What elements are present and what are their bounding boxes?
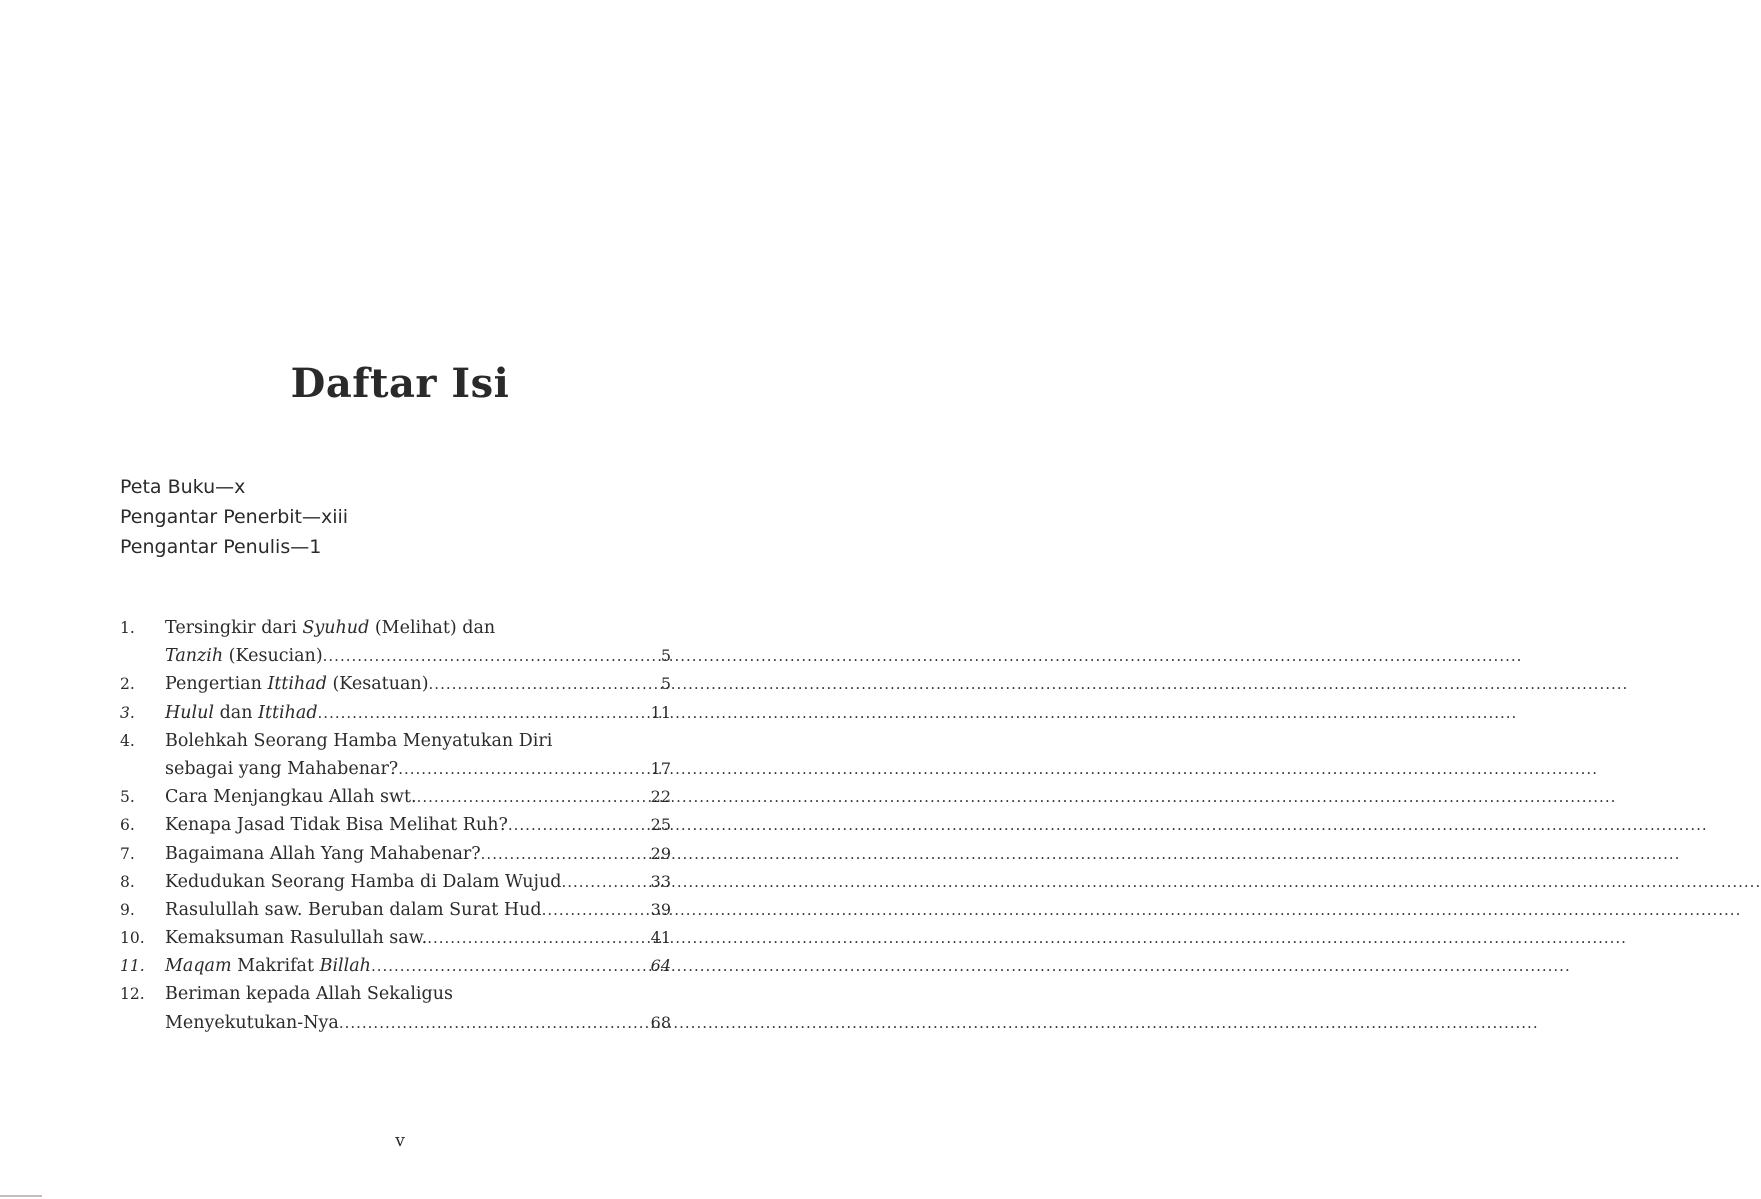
toc-entry-3 [120, 699, 671, 727]
toc-entry-title: Bagaimana Allah Yang Mahabenar? [165, 843, 481, 864]
toc-page-number: 41 [650, 928, 671, 948]
dot-leader [417, 783, 650, 811]
toc-entry-6 [120, 811, 671, 839]
toc-entry-5 [120, 783, 671, 811]
book-page [0, 0, 800, 1199]
front-matter-list [120, 472, 348, 562]
toc-entry-title: Bolehkah Seorang Hamba Menyatukan Diri [165, 730, 553, 751]
toc-entry-number: 12. [120, 985, 145, 1004]
toc-entry-title: Maqam Makrifat Billah [165, 956, 371, 977]
toc-entry-title: Tanzih (Kesucian) [165, 646, 323, 667]
toc-entry-12-continued [120, 1009, 671, 1037]
toc-entry-number: 6. [120, 816, 135, 835]
toc-entry-title: Beriman kepada Allah Sekaligus [165, 984, 453, 1005]
toc-entry-title: Kedudukan Seorang Hamba di Dalam Wujud [165, 871, 562, 892]
toc-entry-number: 3. [120, 703, 135, 722]
toc-entry-number: 8. [120, 872, 135, 891]
front-matter-item: Pengantar Penulis—1 [120, 536, 322, 558]
toc-entry-title: Kenapa Jasad Tidak Bisa Melihat Ruh? [165, 815, 508, 836]
toc-entry-number: 1. [120, 619, 135, 637]
toc-entry-1-continued [120, 642, 671, 670]
page-title: Daftar Isi [290, 360, 510, 407]
toc-page-number: 68 [650, 1012, 671, 1032]
toc-entry-title: Kemaksuman Rasulullah saw. [165, 928, 428, 949]
dot-leader [339, 1009, 650, 1037]
toc-page-number: 39 [650, 899, 671, 919]
toc-entry-number: 4. [120, 731, 135, 750]
toc-entry-title: Tersingkir dari Syuhud (Melihat) dan [165, 618, 496, 638]
toc-entry-number: 11. [120, 957, 145, 976]
toc-entry-12 [120, 980, 671, 1008]
toc-page-number: 33 [650, 871, 671, 891]
toc-page-number: 11 [650, 702, 671, 722]
toc-entry-1 [120, 614, 671, 642]
toc-entry-2 [120, 670, 671, 698]
toc-entry-11 [120, 952, 671, 980]
toc-entry-number: 2. [120, 675, 135, 694]
toc-page-number: 5 [660, 674, 671, 694]
dot-leader [542, 896, 650, 924]
toc-entry-8 [120, 868, 671, 896]
toc-entry-title: Rasulullah saw. Beruban dalam Surat Hud [165, 899, 542, 920]
toc-page-number: 29 [650, 843, 671, 863]
toc-entry-title: sebagai yang Mahabenar? [165, 758, 399, 779]
toc-entry-number: 10. [120, 929, 145, 948]
page-folio: v [395, 1131, 405, 1151]
toc-page-number: 5 [660, 646, 671, 666]
toc-page-number: 64 [650, 956, 671, 976]
dot-leader [398, 755, 649, 783]
toc-entry-7 [120, 840, 671, 868]
table-of-contents [120, 614, 671, 1037]
toc-entry-number: 9. [120, 900, 135, 919]
dot-leader [427, 924, 649, 952]
dot-leader [481, 840, 650, 868]
dot-leader [323, 642, 660, 670]
toc-entry-4-continued [120, 755, 671, 783]
toc-entry-title: Cara Menjangkau Allah swt. [165, 787, 417, 808]
toc-page-number: 25 [650, 815, 671, 835]
toc-entry-10 [120, 924, 671, 952]
toc-entry-title: Menyekutukan-Nya [165, 1012, 339, 1033]
front-matter-item: Peta Buku—x [120, 476, 246, 498]
front-matter-item: Pengantar Penerbit—xiii [120, 506, 349, 528]
dot-leader [371, 952, 650, 980]
toc-entry-number: 7. [120, 844, 135, 863]
dot-leader [561, 868, 649, 896]
dot-leader [508, 811, 650, 839]
toc-entry-9 [120, 896, 671, 924]
toc-entry-number: 5. [120, 788, 135, 807]
toc-page-number: 22 [650, 787, 671, 807]
toc-entry-title: Pengertian Ittihad (Kesatuan) [165, 674, 429, 695]
dot-leader [429, 670, 660, 698]
toc-entry-4 [120, 727, 671, 755]
corner-mark [0, 1195, 42, 1197]
toc-entry-title: Hulul dan Ittihad [165, 702, 318, 723]
toc-page-number: 17 [650, 758, 671, 778]
dot-leader [318, 699, 650, 727]
